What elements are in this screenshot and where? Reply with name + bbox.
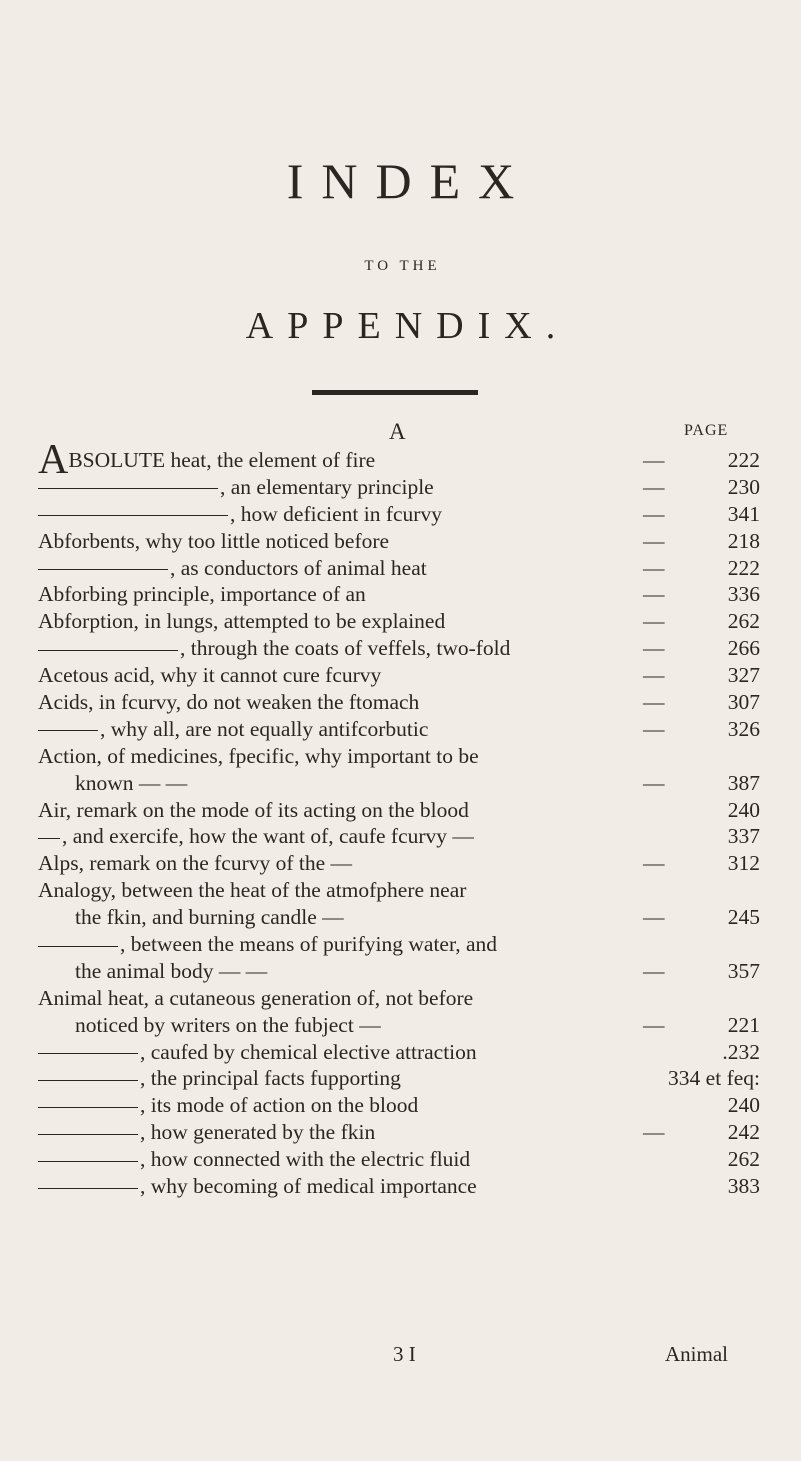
entry-label: Acids, in fcurvy, do not weaken the ftomach xyxy=(38,690,420,715)
entry-leader-dash: — xyxy=(643,636,665,661)
entry-leader-dash: — xyxy=(643,448,665,472)
entry-page-number: 221 xyxy=(727,1012,760,1037)
entry-text xyxy=(38,474,434,501)
entry-label: BSOLUTE heat, the element of fire xyxy=(68,448,376,472)
entry-label: , how deficient in fcurvy xyxy=(230,501,442,526)
index-entry xyxy=(38,850,760,877)
entry-text xyxy=(38,689,419,716)
entry-label: , through the coats of veffels, two-fold xyxy=(180,636,511,661)
entry-page-number: 337 xyxy=(727,824,760,849)
index-entry xyxy=(38,1119,760,1146)
entry-page-number: 312 xyxy=(727,851,760,876)
entry-leader-dash: — xyxy=(643,609,665,634)
entry-text xyxy=(38,823,474,850)
entry-text xyxy=(38,850,352,877)
index-entry xyxy=(38,1092,760,1119)
entry-label: Abforbing principle, importance of an xyxy=(38,582,366,607)
index-entry xyxy=(38,689,760,716)
index-entry xyxy=(38,770,760,797)
entry-text xyxy=(38,501,442,528)
entry-text xyxy=(75,958,267,985)
ditto-dash xyxy=(38,1080,138,1081)
entry-label: , how connected with the electric fluid xyxy=(140,1147,471,1172)
catchword: Animal xyxy=(665,1342,728,1366)
entry-text xyxy=(38,743,479,770)
ditto-dash xyxy=(38,1161,138,1162)
entry-text xyxy=(38,797,469,824)
subtitle-appendix: APPENDIX. xyxy=(245,305,570,347)
ditto-dash xyxy=(38,730,98,731)
entry-label: , between the means of purifying water, and xyxy=(120,932,498,957)
entry-leader-dash: — xyxy=(643,582,665,607)
index-entry xyxy=(38,931,760,958)
entry-leader-dash: — xyxy=(643,1120,665,1145)
index-entry xyxy=(38,501,760,528)
entry-label: Analogy, between the heat of the atmofphere near xyxy=(38,878,467,903)
ditto-dash xyxy=(38,650,178,651)
entry-text xyxy=(38,1092,418,1119)
index-entry xyxy=(38,716,760,743)
entry-text xyxy=(38,555,427,582)
entry-text xyxy=(38,662,381,689)
index-entry xyxy=(38,743,760,770)
entry-text xyxy=(38,1039,477,1066)
entry-leader-dash: — xyxy=(643,770,665,795)
entry-text xyxy=(75,904,344,931)
entry-label: Acetous acid, why it cannot cure fcurvy xyxy=(38,663,382,688)
entry-text xyxy=(38,1173,477,1200)
entry-leader-dash: — xyxy=(643,958,665,983)
entry-text xyxy=(38,437,376,483)
index-entry xyxy=(38,608,760,635)
entry-leader-dash: — xyxy=(643,555,665,580)
entry-leader-dash: — xyxy=(643,474,665,499)
index-entry xyxy=(38,823,760,850)
entry-label: , why becoming of medical importance xyxy=(140,1174,477,1199)
entry-label: , caufed by chemical elective attraction xyxy=(140,1039,477,1064)
entry-label: , an elementary principle xyxy=(220,474,434,499)
entry-text xyxy=(38,608,445,635)
index-entry xyxy=(38,1039,760,1066)
entry-label: Air, remark on the mode of its acting on the blood xyxy=(38,797,469,822)
entry-text xyxy=(38,985,473,1012)
entry-page-number: 326 xyxy=(727,716,760,741)
entry-page-number: 240 xyxy=(727,1093,760,1118)
index-entry xyxy=(38,877,760,904)
entry-page-number: 307 xyxy=(727,690,760,715)
entry-page-number: 218 xyxy=(727,528,760,553)
entry-text xyxy=(38,635,510,662)
entry-label: Abforbents, why too little noticed before xyxy=(38,528,390,553)
entry-text xyxy=(38,528,389,555)
ditto-dash xyxy=(38,488,218,489)
entry-page-number: 230 xyxy=(727,474,760,499)
entry-leader-dash: — xyxy=(643,501,665,526)
entry-text xyxy=(38,581,366,608)
entry-page-number: 341 xyxy=(727,501,760,526)
subtitle-to-the: TO THE xyxy=(364,258,441,274)
index-entries xyxy=(38,437,760,1200)
entry-text xyxy=(38,1065,401,1092)
entry-leader-dash: — xyxy=(643,690,665,715)
index-entry xyxy=(38,985,760,1012)
index-entry xyxy=(38,581,760,608)
entry-page-number: 262 xyxy=(727,609,760,634)
entry-label: , how generated by the fkin xyxy=(140,1120,376,1145)
signature-mark: 3 I xyxy=(393,1342,416,1366)
entry-leader-dash: — xyxy=(643,716,665,741)
ditto-dash xyxy=(38,515,228,516)
entry-leader-dash: — xyxy=(643,663,665,688)
index-title: INDEX xyxy=(286,153,533,209)
entry-page-number: 327 xyxy=(727,663,760,688)
entry-page-number: 357 xyxy=(727,958,760,983)
index-entry xyxy=(38,555,760,582)
ditto-dash xyxy=(38,838,60,839)
entry-page-number: 336 xyxy=(727,582,760,607)
index-entry xyxy=(38,904,760,931)
index-entry xyxy=(38,1146,760,1173)
entry-page-number: 387 xyxy=(727,770,760,795)
entry-text xyxy=(38,931,497,958)
entry-page-number: 242 xyxy=(727,1120,760,1145)
entry-text xyxy=(38,716,428,743)
entry-label: noticed by writers on the fubject — xyxy=(75,1012,381,1037)
index-entry xyxy=(38,474,760,501)
entry-label: known — — xyxy=(75,770,188,795)
index-entry xyxy=(38,797,760,824)
entry-label: the animal body — — xyxy=(75,958,268,983)
index-entry xyxy=(38,437,760,483)
entry-leader-dash: — xyxy=(643,851,665,876)
drop-cap: A xyxy=(38,437,69,483)
entry-text xyxy=(38,1119,375,1146)
ditto-dash xyxy=(38,1053,138,1054)
index-entry xyxy=(38,1173,760,1200)
index-entry xyxy=(38,958,760,985)
entry-page-number: 266 xyxy=(727,636,760,661)
ditto-dash xyxy=(38,1107,138,1108)
entry-label: Animal heat, a cutaneous generation of, not before xyxy=(38,985,474,1010)
entry-leader-dash: — xyxy=(643,905,665,930)
entry-page-number: 222 xyxy=(727,555,760,580)
entry-leader-dash: — xyxy=(643,1012,665,1037)
page-column-header: PAGE xyxy=(684,422,729,439)
entry-label: , why all, are not equally antifcorbutic xyxy=(100,716,429,741)
entry-label: , the principal facts fupporting xyxy=(140,1066,401,1091)
index-entry xyxy=(38,528,760,555)
ditto-dash xyxy=(38,569,168,570)
entry-label: , its mode of action on the blood xyxy=(140,1093,419,1118)
index-entry xyxy=(38,662,760,689)
entry-label: Action, of medicines, fpecific, why important to be xyxy=(38,743,479,768)
ditto-dash xyxy=(38,1188,138,1189)
index-entry xyxy=(38,1065,760,1092)
entry-leader-dash: — xyxy=(643,528,665,553)
ditto-dash xyxy=(38,946,118,947)
entry-label: Alps, remark on the fcurvy of the — xyxy=(38,851,353,876)
entry-label: , and exercife, how the want of, caufe fcurvy — xyxy=(62,824,474,849)
entry-text xyxy=(38,1146,470,1173)
index-entry xyxy=(38,1012,760,1039)
entry-page-number: 222 xyxy=(727,448,760,472)
entry-page-number: 262 xyxy=(727,1147,760,1172)
entry-text xyxy=(38,877,466,904)
entry-label: , as conductors of animal heat xyxy=(170,555,427,580)
entry-label: the fkin, and burning candle — xyxy=(75,905,344,930)
ditto-dash xyxy=(38,1134,138,1135)
entry-page-number: 334 et feq: xyxy=(668,1066,760,1091)
entry-page-number: 245 xyxy=(727,905,760,930)
entry-page-number: .232 xyxy=(722,1039,760,1064)
ornamental-rule xyxy=(312,390,478,395)
entry-page-number: 240 xyxy=(727,797,760,822)
section-letter: A xyxy=(389,419,406,444)
index-entry xyxy=(38,635,760,662)
entry-label: Abforption, in lungs, attempted to be explained xyxy=(38,609,446,634)
entry-text xyxy=(75,1012,381,1039)
entry-text xyxy=(75,770,187,797)
entry-page-number: 383 xyxy=(727,1174,760,1199)
